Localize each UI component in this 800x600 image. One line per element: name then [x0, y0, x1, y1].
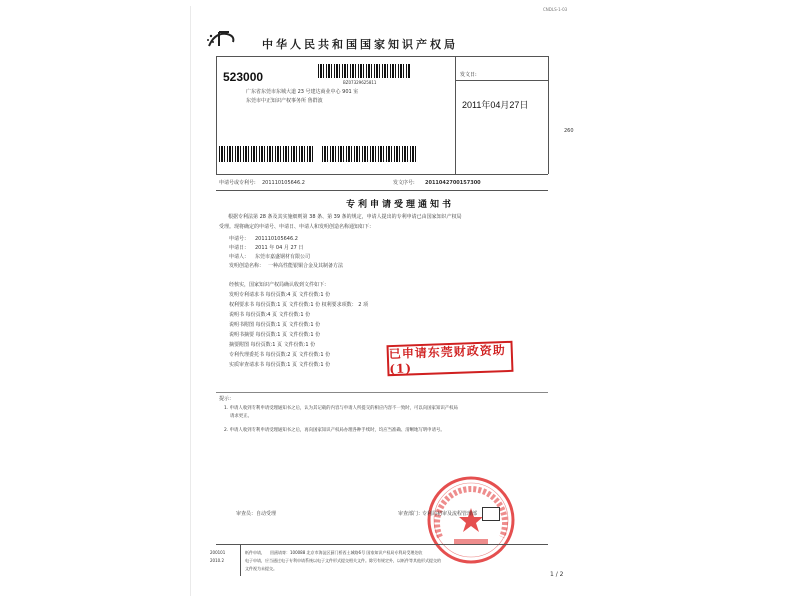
fields-rule-bottom — [216, 190, 548, 191]
note-label: 纸件申请， — [245, 550, 265, 555]
file-item: 发明专利请求书 每份页数:4 页 文件份数:1 份 — [229, 292, 331, 298]
footer-divider — [240, 544, 241, 576]
note-line-3: 文件视为未提交。 — [245, 566, 277, 571]
tip-1-line-1: 1. 申请人收到专利申请受理通知书之后，认为其记载的内容与申请人所提交的相应内容不一致时，可以向国家知识产权局 — [224, 406, 458, 411]
page-number: 1 / 2 — [550, 571, 564, 578]
bottom-barcode-left — [219, 146, 315, 162]
office-name: 中华人民共和国国家知识产权局 — [262, 38, 458, 51]
examiner-value: 自动受理 — [256, 511, 277, 517]
note-line-2: 电子申请，应当通过电子专利申请系统以电子文件形式提交相关文件。除另有规定外，以纸件等其他形式提交的 — [245, 558, 441, 563]
notice-title: 专利申请受理通知书 — [345, 200, 454, 210]
intro-line-2: 受理。现将确定的申请号、申请日、申请人和发明创造名称通知如下： — [219, 224, 375, 230]
file-item: 专利代理委托书 每份页数:2 页 文件份数:1 份 — [229, 352, 331, 358]
postal-code: 523000 — [223, 70, 264, 84]
official-seal — [426, 475, 516, 565]
form-code: CNDLS-1-03 — [543, 7, 568, 12]
serial-no-value: 2011042700157300 — [425, 180, 481, 186]
dept-label: 审查部门： — [398, 511, 424, 517]
file-item: 说明书 每份页数:4 页 文件份数:1 份 — [229, 312, 311, 318]
detail-label-4: 发明创造名称： — [229, 263, 265, 269]
application-no-label: 申请号或专利号: — [219, 180, 256, 186]
address-line-1: 广东省东莞市东城大道 23 号建达商业中心 901 室 — [246, 89, 359, 95]
file-item: 摘要附图 每份页数:1 页 文件份数:1 份 — [229, 342, 316, 348]
examiner-label: 审查员： — [236, 511, 257, 517]
intro-line-1: 根据专利法第 28 条及其实施细则第 38 条、第 39 条的规定，申请人提出的专利申请已由国家知识产权局 — [228, 214, 462, 220]
send-date-rule — [455, 80, 548, 81]
detail-label-3: 申请人： — [229, 254, 250, 260]
cnipa-logo-icon — [205, 28, 239, 50]
detail-value-3: 东莞市嘉盛钢材有限公司 — [255, 254, 311, 260]
file-item: 权利要求书 每份页数:1 页 文件份数:1 份 权利要求项数： 2 项 — [229, 302, 369, 308]
tip-1-line-2: 请求更正。 — [230, 414, 252, 419]
bottom-barcode-right — [322, 146, 418, 162]
header-rule — [216, 56, 548, 57]
address-line-2: 东莞市中正知识产权事务所 鲁群波 — [246, 98, 323, 104]
file-item: 说明书摘要 每份页数:1 页 文件份数:1 份 — [229, 332, 321, 338]
address-barcode — [318, 64, 410, 78]
note-line-1: 回函请寄：100088 北京市海淀区蓟门桥西土城路6号 国家知识产权局专利局受理处收 — [270, 550, 423, 555]
seal-box — [482, 507, 500, 521]
files-intro: 经核实，国家知识产权局确认收到文件如下： — [229, 282, 330, 288]
detail-value-4: 一种高性能银铜合金及其制备方法 — [268, 263, 344, 269]
address-frame-divider — [455, 56, 456, 174]
dept-value: 专利局初审及流程管理部 — [422, 511, 478, 517]
tip-label: 提示： — [219, 396, 235, 402]
file-item: 说明书附图 每份页数:1 页 文件份数:1 份 — [229, 322, 321, 328]
tips-rule — [216, 392, 548, 393]
tip-2: 2. 申请人收到专利申请受理通知书之后，再向国家知识产权局办理各种手续时，均应当准确、清晰地写明申请号。 — [224, 428, 445, 433]
detail-value-2: 2011 年 04 月 27 日 — [255, 245, 304, 251]
form-code-2: 2010.2 — [210, 558, 224, 563]
side-number: 260 — [564, 128, 574, 134]
fields-rule-top — [216, 174, 548, 175]
send-date-label: 发文日: — [460, 72, 477, 78]
detail-value-1: 201110105646.2 — [255, 236, 298, 242]
subsidy-stamp: 已申请东莞财政资助(1) — [386, 341, 513, 376]
file-item: 实质审查请求书 每份页数:1 页 文件份数:1 份 — [229, 362, 331, 368]
detail-label-2: 申请日： — [229, 245, 250, 251]
address-frame-left — [216, 56, 217, 174]
form-code-1: 200101 — [210, 550, 226, 555]
footer-rule — [216, 544, 548, 545]
barcode-number: BZ07329625811 — [343, 80, 377, 85]
address-frame-right — [548, 56, 549, 174]
application-no-value: 201110105646.2 — [262, 180, 305, 186]
send-date-value: 2011年04月27日 — [462, 100, 529, 110]
detail-label-1: 申请号： — [229, 236, 250, 242]
serial-no-label: 发文序号: — [393, 180, 415, 186]
